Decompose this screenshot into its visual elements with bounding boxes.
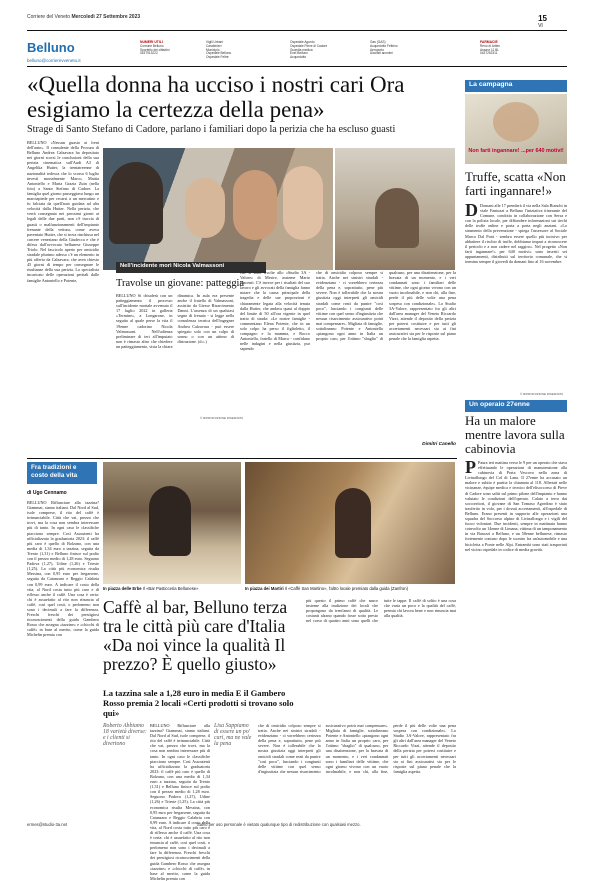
main-subheadline: Strage di Santo Stefano di Cadore, parlano i familiari dopo la perizia che ha escluso guasti [27,124,396,135]
incidente-text: BELLUNO Si chiuderà con un patteggiamento il processo sull'incidente mortale avvenuto il 17 luglio 2022 in galleria «Termine», a Longarone, in seguito al quale perse la vita il 19enne cadorino Nicola Valmassoni. Nell'udienza preliminare di ieri all'imputato non è rimasto altro che chiedere un patteggiamento, vista la chiara dinamica. In aula era presente anche il fratello di Valmassoni, assistito da Giesse Risarcimento Danni. L'assenza di un qualsiasi segno di frenata - si legge nella consulenza tecnica dell'ingegner Andrea Calzavara - può essere spiegato solo con un colpo di sonno o con un attimo di distrazione. (d.c.) [116,293,234,349]
campagna-title: Truffe, scatta «Non farti ingannare!» [465,169,566,198]
incidente-rights: © RIPRODUZIONE RISERVATA [200,416,244,420]
photo-caption-2 [245,586,455,591]
dropcap: P [465,457,476,477]
infobox-item: Acquedotto Feltrino [370,43,398,48]
infobox-item: Guardia medica [290,47,313,52]
infobox-col-1 [140,41,202,56]
quote-lisa: Lisa Sappiamo di essere un po' cari, ma ne vale la pena [214,723,252,747]
page-number [538,14,547,29]
infobox-item: Municipio [206,47,220,52]
campagna-text-body: Domani alle 17 prenderà il via nella Sala Bianchi in viale Fantuzzi a Belluno l'iniziativa itinerante del Comune, condotta in collaborazione con Sersa e con la polizia locale, per diffondere informazioni sui tiechi delle truffe online e porta a porta negli anziani. «Lo strumento della prevenzione - spiega l'assessore al Sociale Marco Dal Pont - sembra essere quello più incisivo per abbattere il rischio di truffe, dobbiamo impari a riconoscere il pericolo e a non cadere nel raggiro». Nel progetto «Non farti ingannare!» per 640 motivi» sono inseriti sei appuntamenti, distribuiti sul territorio comunale, che si termina sempre il giovedì da domani fino al 16 novembre. [465,203,567,265]
photo-figure [283,166,323,240]
infobox-item: Enel Belluno [290,51,308,56]
infobox-title: FARMACIE [480,40,498,44]
caffe-subheadline: La tazzina sale a 1,28 euro in media E il Gambero Rosso premia 2 locali «Certi prodotti si trovano solo qui» [103,688,294,718]
operaio-title: Ha un malore mentre lavora sulla cabinovia [465,413,565,456]
infobox-title: NUMERI UTILI [140,40,163,44]
page-number-main: 15 [538,14,547,23]
infobox-item: Acquedotto [290,55,307,60]
infobox-item: Vigili Urbani [206,40,223,44]
byline: di Ugo Cennamo [27,490,67,496]
footer-email: ermes@studio-3a.net [27,822,68,827]
main-article-col-3: che di omicidio colposo sempre si tratta. Anche nei sinistri stradali - evidenziano - ci vorrebbero certezza della pena e, soprattutto, pene più severe. Non è tollerabile che la nostra giustizia oggi interpreti gli omicidi stradali come reati da punire "così poco", lasciando i congiunti delle vittime con quel senso d'ingiustizia che nessun risarcimento assicurativo potrà mai compensare». Migliaia di famiglie, sottolineano Potente e Antoniello «piangono ogni anno in Italia un proprio caro, per l'ottimo "sbaglio" di qualcuno, per una disattenzione, per la bravata di un momento, e i veri condannati sono i familiari delle vittime, che ogni giorno vivono con un vuoto incolmabile, e non chi, alla fine, perde il più delle volte una pena sospesa con condizionale». Lo Studio 3A-Valore, rappresentato fra gli altri dall'area manager del Veneto Riccardo Vizzi, attende il deposito della perizia per potersi costituire e per tutti gli accertamenti necessari sia ai fini assicurativi sia per le risposte sul piano penale che la famiglia aspetta. [316,270,456,342]
infobox-item: Ospedale Pieve di Cadore [290,43,328,48]
caffe-col-1: BELLUNO Riflunciare alla tazzina? Giammai, siamo italiani. Dal Nord al Sud, isole comprese, il rito del caffè è irrinunciabile. Città che vai, prezzo che trovi, ma la cosa non sembra interessare più di tanto. In ogni caso le classifiche piacciono sempre. Così Assoutenti ha ufficializzato la graduatoria 2023: il caffè più caro è quello di Bolzano, con una media di 1,34 euro a tazzina, seguita da Trento (1,31) e Belluno finisce sul podio con il prezzo medio di 1,28 euro. Seguono Padova (1,27), Udine (1,26) e Trieste (1,25). La città più economica risulta Messina, con 0,95 euro per fregarsene, seguita da Catanzaro e Reggio Calabria con 0,99 euro. A indicare il costo della vita, al Nord costa tutto più caro e di riflesso anche il caffè. Una cosa è certa: chi è assuefatto al rito non rinuncia al caffè, così quel costi, o perlomeno non sono i decimali a fare la differenza. Freschi freschi dei prestigiosi riconoscimenti della guida Gambero Rosso che assegna «tazzine» e «chicchi di caffè» in base al merito, come la guida Michelin premia con [150,723,210,881]
photo-figure [335,488,371,558]
author-signature: Dimitri Canello [422,442,456,447]
photo-caption-1 [103,586,241,591]
photo-figure [233,170,277,240]
header-rule [27,30,567,31]
victims-photo [103,148,333,270]
page-number-sub: VI [538,23,543,29]
operaio-text [465,457,567,816]
infobox-number: 0437252311 [480,51,498,56]
infobox-item: Aracne 11 BL [480,47,500,52]
caption-strong: In piazza delle Erbe [103,586,142,591]
page-footer [27,822,567,827]
issue-date: Mercoledì 27 Settembre 2023 [71,14,141,20]
side-photo [335,148,455,270]
paper-name: Corriere del Veneto [27,14,71,20]
infobox-col-5 [480,41,542,56]
photo-figure [149,486,191,556]
infobox-item: Ospedale Feltre [206,55,229,60]
infobox-item: Gas (GAS) [370,40,386,44]
caffe-col-2: che di omicidio colposo sempre si tratta. Anche nei sinistri stradali - evidenziano - ci vorrebbero certezza della pena e, soprattutto, pene più severe. Non è tollerabile che la nostra giustizia oggi interpreti gli omicidi stradali come reati da punire "così poco", lasciando i congiunti delle vittime con quel senso d'ingiustizia che nessun risarcimento assicurativo potrà mai compensare». Migliaia di famiglie, sottolineano Potente e Antoniello «piangono ogni anno in Italia un proprio caro, per l'ottimo "sbaglio" di qualcuno, per una disattenzione, per la bravata di un momento, e i veri condannati sono i familiari delle vittime, che ogni giorno vivono con un vuoto incolmabile, e non chi, alla fine, perde il più delle volte una pena sospesa con condizionale». Lo Studio 3A-Valore, rappresentato fra gli altri dall'area manager del Veneto Riccardo Vizzi, attende il deposito della perizia per potersi costituire e per tutti gli accertamenti necessari sia ai fini assicurativi sia per le risposte sul piano penale che la famiglia aspetta. [258,723,456,774]
tradizioni-text: BELLUNO Riflunciare alla tazzina? Giammai, siamo italiani. Dal Nord al Sud, isole comprese, il rito del caffè è irrinunciabile. Città che vai, prezzo che trovi, ma la cosa non sembra interessare più di tanto. In ogni caso le classifiche piacciono sempre. Così Assoutenti ha ufficializzato la graduatoria 2023: il caffè più caro è quello di Bolzano, con una media di 1,34 euro a tazzina, seguita da Trento (1,31) e Belluno finisce sul podio con il prezzo medio di 1,28 euro. Seguono Padova (1,27), Udine (1,26) e Trieste (1,25). La città più economica risulta Messina, con 0,95 euro per fregarsene, seguita da Catanzaro e Reggio Calabria con 0,99 euro. A indicare il costo della vita, al Nord costa tutto più caro e di riflesso anche il caffè. Una cosa è certa: chi è assuefatto al rito non rinuncia al caffè, così quel costi, o perlomeno non sono i decimali a fare la differenza. Freschi freschi dei prestigiosi riconoscimenti della guida Gambero Rosso che assegna «tazzine» e «chicchi di caffè» in base al merito, come la guida Michelin premia con [27,500,99,638]
photo-figure [109,162,163,244]
main-article-col-2: che si sono rivolte allo «Studio 3A - Valore» di Mestre, assieme Mario Piacenti. C'è invece per i risultati del suo lavoro e gli avvocati della famiglia fanno notare che la causa principale della tragedia e delle sue proporzioni è chiaramente legata alla velocità tenuta dalla Hutter, che andava quasi al doppio del limite di 50 all'ora vigente in quel tratto di strada: «Le nostre famiglie - commentano Elena Potente, che in un solo colpo ha perso il figlioletto, il compagno e la mamma, e Rocco Antoniello, fratello di Marco - confidano nelle indagini e nella giustizia, pur sapendo [240,270,310,352]
infobox-item: Ospedale Belluno [206,51,232,56]
campagna-text [465,200,567,393]
photo-figure [185,178,225,238]
dropcap: D [465,200,478,220]
incidente-label: Nell'incidente morì Nicola Valmassoni [116,262,266,273]
caffe-headline: Caffè al bar, Belluno terza tra le città più care d'Italia «Da noi vince la qualità Il prezzo? È quello giusto» [103,597,288,674]
incidente-title: Travolse un giovane: patteggia [116,278,245,289]
infobox-item: Comune Belluno [140,43,164,48]
header-bar [27,14,547,28]
section-email: belluno@corrierevveneto.it [27,58,81,63]
operaio-label: Un operaio 27enne [465,400,567,412]
photo-figure [375,188,419,248]
main-headline: «Quella donna ha ucciso i nostri cari Ora esigiamo la certezza della pena» [27,72,405,122]
campagna-rights: © RIPRODUZIONE RISERVATA [520,392,564,396]
quote-roberto: Roberto Abbiamo 18 varietà diverse: e i clienti si divertono [103,723,147,747]
campaign-slogan: Non farti ingannare! ...per 640 motivi! [468,148,564,154]
bar-photo-1 [103,462,241,584]
infobox-item: Sportello dei cittadini [140,47,170,52]
main-article-col-1: BELLUNO «Nessun guasto ai freni dell'auto». Il consulente della Procura di Belluno Andrea Calzavara ha depositato nei giorni scorsi le conclusioni della sua perizia cinematica sull'Audi A3 di Angelika Hutter, la trentatreenne di nazionalità tedesca che lo scorso 6 luglio investì mortalmente Marco, Mattia Antoniello e Maria Grazia Zuin (nella foto) a Santo Stefano di Cadore. La famiglia quel giorno passeggiava lungo un marciapiede per recarsi a un mercatino e fu falciata da quell'auto guidata ad alta velocità dalla Hutter. Nella perizia, che verrà consegnata nei prossimi giorni ai legali delle due parti, non c'è traccia di guasti o malfunzionamenti dell'impianto frenante della vettura, come aveva paventato Hutter, che si trova rinchiusa nel carcere veneziano della Giudecca e che è difesa dall'avvocato bellunese Giuseppe Triolo. Nel fascicolo aperto per omicidio stradale plurimo adesso c'è un elemento in più offerto da Calzavara, che avea chiesto 45 giorni di tempo per consegnare le risultanze della sua perizia. Lo specialista incaricato delle operazioni peritali dalle famiglie Antoniello e Potente, [27,140,99,283]
campagna-label: La campagna [465,80,567,92]
footer-notice: Salvo per uso personale è vietato qualunque tipo di redistribuzione con qualsiasi mezzo. [197,822,361,827]
useful-numbers-box [140,41,550,63]
caption-text: Il «Caffè San Martino», l'altro locale premiato dalla guida (Zanfron) [284,586,408,591]
bar-photo-2 [245,462,455,584]
section-masthead: Belluno [27,40,75,55]
caffe-article-top: più questo il primo caffè che nasce insieme alla tradizione dei locali che propongono da trent'anni di qualità. Le costanti alzano quando fosse sotto presto nel corso di quattro anni sono quelli che tutte le tappe. Il caffè di solito è una cosa che varia un poco e la qualità del caffè, premia chi lavora bene e non rinuncia mai alla qualità. [306,598,456,624]
section-rule [27,458,457,459]
infobox-col-4 [370,41,432,56]
infobox-item: Aeroporto [370,47,384,52]
infobox-item: Carabinieri [206,43,222,48]
infobox-col-2 [206,41,268,60]
infobox-item: Ospedale Agordo [290,40,315,44]
operaio-text-body: Paura ieri mattina verso le 9 per un operaio che stava effettuando le operazioni di manutenzione alla cabinovia di Porta Vescovo nella zona di Livinallongo del Col di Lana. Il 27enne ha accusato un malore e subito è partita la chiamata al 118. Allertati nelle vicinanze, équipe medica e tecnico dell'elisoccorso di Pieve di Cadore sono saliti sul primo pilone dell'impianto e hanno valutato le condizioni dell'operaio. Calato a terra dai soccorritori, il giovane di San Tomaso Agordino è stato trasferito in volo, per i dovuti accertamenti, all'ospedale di Belluno. Erano presenti in supporto alle operazioni una squadra del Soccorso alpino di Livinallongo e i vigili del fuoco volontari. Due incidenti, sempre in mattinata hanno coinvolto un 14enne di Limana, vittima di un tamponamento in via Barozzi a Belluno, e un 50enne bellunese, rimasto fortemente contuso dopo le scontro fra un'automobile e una bicicletta a Ponte nelle Alpi. Entrambi sono stati trasportati nel vicino ospedale in codice di media gravità. [465,460,567,552]
infobox-col-3 [290,41,352,60]
poster-figure [493,102,539,142]
tradizioni-label: Fra tradizioni e costo della vita [27,462,97,484]
infobox-item: Alcolisti anonimi [370,51,393,56]
caption-strong: In piazza dei Martiri [245,586,284,591]
infobox-number: 0437913222 [140,51,158,56]
infobox-item: Reno di Artien [480,43,501,48]
masthead-rule [27,66,567,67]
caption-text: Il «Bar Pasticceria Bellunese» [142,586,199,591]
